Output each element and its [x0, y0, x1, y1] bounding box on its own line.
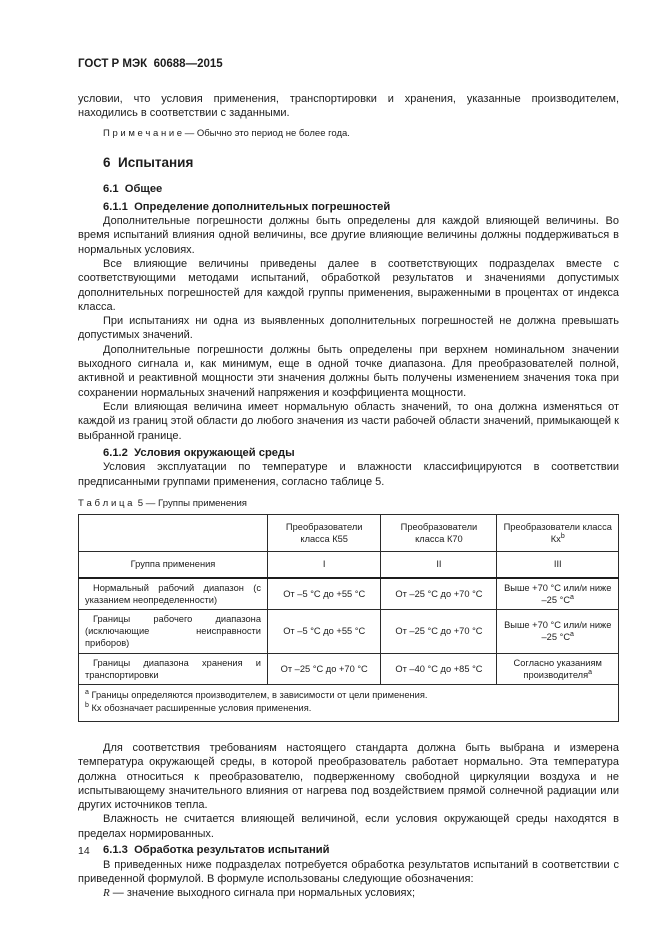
table-row	[79, 653, 619, 684]
cell-text: Выше +70 °С или/и ниже –25 °С	[504, 620, 612, 643]
footnote-ref-a: a	[588, 668, 593, 676]
page-number: 14	[78, 845, 90, 857]
table-cell	[497, 578, 619, 610]
section-6-title: 6 Испытания	[103, 155, 194, 171]
table-col-header	[268, 514, 381, 551]
table-cell: От –5 °С до +55 °С	[268, 578, 381, 610]
row-label: Границы рабочего диапазона (исключающие неисправности приборов)	[79, 609, 268, 653]
table-cell: От –25 °С до +70 °С	[268, 653, 381, 684]
col-header-text: Преобразователи класса К70	[400, 521, 478, 545]
col-header-text: Преобразователи класса К55	[285, 521, 363, 545]
table-group-row	[79, 552, 619, 578]
paragraph: Если влияющая величина имеет нормальную область значений, то она должна изменяться от каждой из границ этой области до любого значения из части рабочей области значений, примыкающей к выбранной границе.	[78, 400, 619, 442]
col-header-text: Преобразователи класса Кх	[503, 521, 612, 545]
table-col-header	[497, 514, 619, 551]
group-value: II	[381, 552, 497, 578]
document-header: ГОСТ Р МЭК 60688—2015	[78, 58, 223, 70]
paragraph: Условия эксплуатации по температуре и влажности классифицируются в соответствии предписанными группами применения, согласно таблице 5.	[78, 461, 619, 488]
intro-paragraph: условии, что условия применения, транспортировки и хранения, указанные производителем, находились в соответствии с заданными.	[78, 93, 619, 120]
table-5-application-groups	[78, 514, 619, 722]
paragraph: Для соответствия требованиям настоящего стандарта должна быть выбрана и измерена температура окружающей среды, в которой преобразователь работает нормально. Эта температура должна относиться к преобразователю, подверженному свободной циркуляции воздуха и не испытывающему значительного влияния от нагрева под воздействием прямой солнечной радиации или других источников тепла.	[78, 741, 619, 812]
symbol-R: R	[103, 887, 110, 900]
table-cell: От –25 °С до +70 °С	[381, 578, 497, 610]
table-footnote	[85, 689, 612, 703]
table-cell	[497, 609, 619, 653]
table-footnote	[85, 702, 612, 716]
table-header-row	[79, 514, 619, 551]
table-cell: От –5 °С до +55 °С	[268, 609, 381, 653]
paragraph: В приведенных ниже подразделах потребуется обработка результатов испытаний в соответствии с приведенной формулой. В формуле использованы следующие обозначения:	[78, 858, 619, 885]
footnote-ref-b: b	[560, 533, 565, 541]
footnote-text: Кх обозначает расширенные условия применения.	[91, 703, 312, 714]
footnote-marker-a: a	[85, 688, 89, 696]
table-cell: От –25 °С до +70 °С	[381, 609, 497, 653]
paragraph: Дополнительные погрешности должны быть определены для каждой влияющей величины. Во время испытаний влияния одной величины, все другие влияющие величины должны поддерживаться в нормальных условиях.	[78, 215, 619, 256]
symbol-definition	[78, 886, 619, 900]
table-corner-cell	[79, 514, 268, 551]
footnote-ref-a: a	[570, 631, 574, 639]
group-value: III	[497, 552, 619, 578]
page-content	[78, 57, 619, 900]
symbol-definition-text: — значение выходного сигнала при нормальных условиях;	[109, 887, 416, 900]
paragraph: Влажность не считается влияющей величиной, если условия окружающей среды находятся в пределах нормированных.	[78, 813, 619, 840]
cell-text: Выше +70 °С или/и ниже –25 °С	[504, 582, 612, 605]
table-cell	[497, 653, 619, 684]
paragraph: При испытаниях ни одна из выявленных дополнительных погрешностей не должна превышать допустимых значений.	[78, 315, 619, 342]
row-label: Границы диапазона хранения и транспортировки	[79, 653, 268, 684]
table-row	[79, 609, 619, 653]
table-row	[79, 578, 619, 610]
table-col-header	[381, 514, 497, 551]
paragraph: Все влияющие величины приведены далее в соответствующих подразделах вместе с соответствующими методами испытаний, обработкой результатов и значениями допустимых дополнительных погрешностей для каждой группы применения, выраженными в процентах от индекса класса.	[78, 257, 619, 313]
group-row-label: Группа применения	[79, 552, 268, 578]
table-5-caption: Т а б л и ц а 5 — Группы применения	[78, 497, 248, 509]
paragraph: Дополнительные погрешности должны быть определены при верхнем номинальном значении выходного сигнала и, как минимум, еще в одной точке диапазона. Для преобразователей полной, активной и реактивной мощности эти значения должны быть получены изменением значения тока при сохранении нормальных значений напряжения и коэффициента мощности.	[78, 343, 619, 399]
table-footnotes-row	[79, 684, 619, 721]
footnote-text: Границы определяются производителем, в зависимости от цели применения.	[91, 689, 428, 700]
footnote-ref-a: a	[570, 593, 574, 601]
row-label: Нормальный рабочий диапазон (с указанием неопределенности)	[79, 578, 268, 610]
cell-text: Согласно указаниям производителя	[513, 657, 602, 680]
section-6-1-1-title: 6.1.1 Определение дополнительных погрешностей	[103, 200, 391, 213]
footnote-marker-b: b	[85, 702, 89, 710]
group-value: I	[268, 552, 381, 578]
note-line: П р и м е ч а н и е — Обычно это период не более года.	[103, 127, 350, 139]
section-6-1-2-title: 6.1.2 Условия окружающей среды	[103, 446, 295, 459]
table-cell: От –40 °С до +85 °С	[381, 653, 497, 684]
section-6-1-3-title: 6.1.3 Обработка результатов испытаний	[103, 844, 330, 857]
section-6-1-title: 6.1 Общее	[103, 183, 163, 196]
table-footnotes-cell	[79, 684, 619, 721]
